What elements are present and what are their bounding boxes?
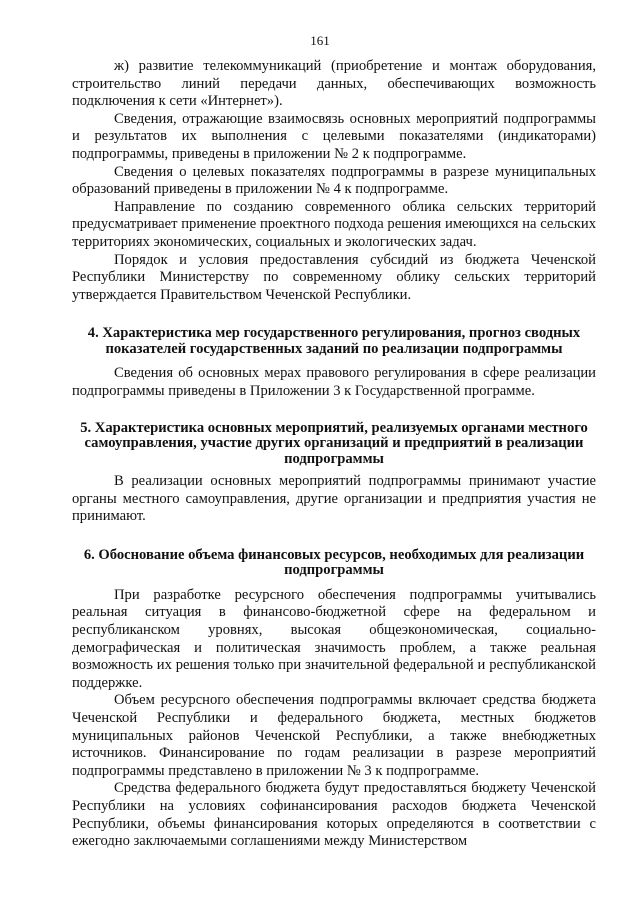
paragraph-target-indicators: Сведения о целевых показателях подпрограммы в разрезе муниципальных образований приведены в приложении № 4 к подпрограмме.: [72, 163, 596, 198]
paragraph-item-zh: ж) развитие телекоммуникаций (приобретение и монтаж оборудования, строительство линий передачи данных, обеспечивающих возможность подключения к сети «Интернет»).: [72, 58, 596, 110]
paragraph-subsidy-procedure: Порядок и условия предоставления субсидий из бюджета Чеченской Республики Министерству по современному облику сельских территорий утверждается Правительством Чеченской Республики.: [72, 251, 596, 303]
section-6-paragraph-1: При разработке ресурсного обеспечения подпрограммы учитывались реальная ситуация в финансово-бюджетной сфере на федеральном и республиканском уровнях, высокая общеэкономическая, социально-демографическая и политическая значимость проблем, а также реальная возможность их решения только при значительной федеральной и республиканской поддержке.: [72, 586, 596, 691]
section-5-paragraph: В реализации основных мероприятий подпрограммы принимают участие органы местного самоуправления, другие организации и предприятия участия не принимают.: [72, 473, 596, 525]
section-5-heading: 5. Характеристика основных мероприятий, реализуемых органами местного самоуправления, участие других организаций и предприятий в реализации подпрограммы: [80, 419, 588, 467]
section-4-heading: 4. Характеристика мер государственного регулирования, прогноз сводных показателей государственных заданий по реализации подпрограммы: [87, 325, 581, 357]
paragraph-linkage-indicators: Сведения, отражающие взаимосвязь основных мероприятий подпрограммы и результатов их выполнения с целевыми показателями (индикаторами) подпрограммы, приведены в приложении № 2 к подпрограмме.: [72, 110, 596, 162]
document-body: [72, 58, 596, 851]
page-number: 161: [310, 33, 330, 48]
section-6-paragraph-2: Объем ресурсного обеспечения подпрограммы включает средства бюджета Чеченской Республики и федерального бюджета, местных бюджетов муниципальных районов Чеченской Республики, а также внебюджетных источников. Финансирование по годам реализации в разрезе мероприятий подпрограммы представлено в приложении № 3 к подпрограмме.: [72, 692, 596, 779]
section-6-paragraph-3: Средства федерального бюджета будут предоставляться бюджету Чеченской Республики на условиях софинансирования расходов бюджета Чеченской Республики, объемы финансирования которых определяются в соответствии с ежегодно заключаемыми соглашениями между Министерством: [72, 780, 596, 850]
paragraph-rural-territories: Направление по созданию современного облика сельских территорий предусматривает применение проектного подхода решения имеющихся на сельских территориях экономических, социальных и экологических задач.: [72, 198, 596, 250]
section-4-paragraph: Сведения об основных мерах правового регулирования в сфере реализации подпрограммы приведены в Приложении 3 к Государственной программе.: [72, 365, 596, 399]
section-6-heading: 6. Обоснование объема финансовых ресурсов, необходимых для реализации подпрограммы: [83, 546, 585, 579]
